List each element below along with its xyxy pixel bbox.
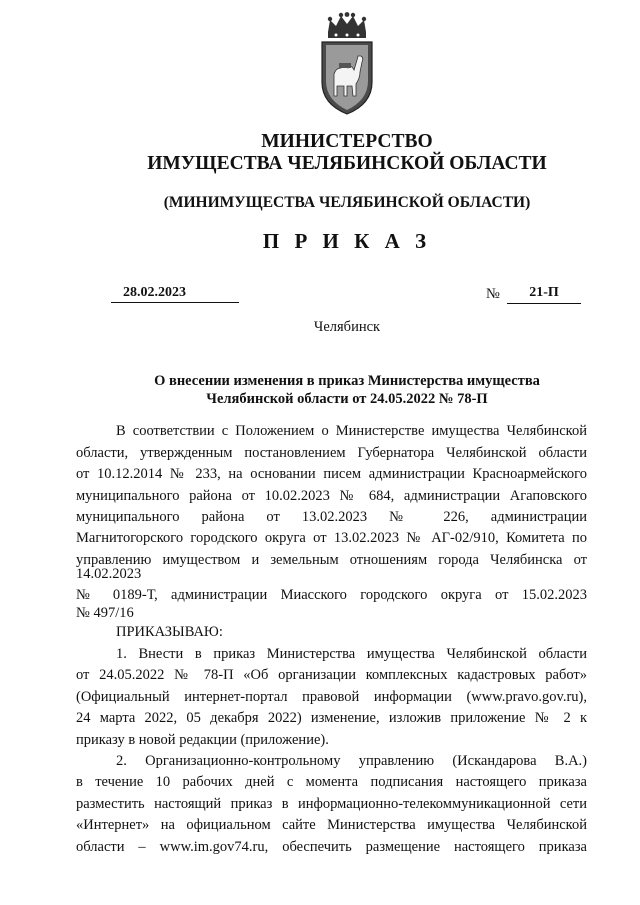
- body-line: 2. Организационно-контрольному управлению (Искандарова В.А.): [116, 753, 587, 769]
- body-line: (Официальный интернет-портал правовой информации (www.pravo.gov.ru),: [76, 689, 587, 705]
- body-line: В соответствии с Положением о Министерстве имущества Челябинской: [116, 423, 587, 439]
- coat-of-arms-emblem: [316, 12, 378, 116]
- body-line: управлению имуществом и земельным отношениям города Челябинска от: [76, 552, 587, 568]
- order-subject-line2: Челябинской области от 24.05.2022 № 78-П: [206, 391, 488, 407]
- ministry-short-name: (МИНИМУЩЕСТВА ЧЕЛЯБИНСКОЙ ОБЛАСТИ): [163, 194, 531, 211]
- body-line: от 24.05.2022 № 78-П «Об организации комплексных кадастровых работ»: [76, 667, 587, 683]
- body-line: № 0189-Т, администрации Миасского городского округа от 15.02.2023: [76, 587, 587, 603]
- ministry-title-line2: ИМУЩЕСТВА ЧЕЛЯБИНСКОЙ ОБЛАСТИ: [147, 153, 547, 174]
- body-line: разместить настоящий приказ в информационно-телекоммуникационной сети: [76, 796, 587, 812]
- order-number: 21-П: [507, 285, 581, 304]
- number-label: №: [486, 286, 500, 302]
- body-line: 24 марта 2022, 05 декабря 2022) изменение, изложив приложение № 2 к: [76, 710, 587, 726]
- body-line: приказу в новой редакции (приложение).: [76, 732, 329, 748]
- order-date: 28.02.2023: [111, 285, 239, 303]
- body-line: 14.02.2023: [76, 566, 142, 582]
- body-line: муниципального района от 13.02.2023 № 226, администрации: [76, 509, 587, 525]
- body-line: в течение 10 рабочих дней с момента подписания настоящего приказа: [76, 774, 587, 790]
- body-line: от 10.12.2014 № 233, на основании писем администрации Красноармейского: [76, 466, 587, 482]
- document-type: П Р И К А З: [262, 229, 432, 253]
- body-line: Магнитогорского городского округа от 13.02.2023 № АГ-02/910, Комитета по: [76, 530, 587, 546]
- order-subject-line1: О внесении изменения в приказ Министерства имущества: [154, 373, 540, 389]
- order-directive: ПРИКАЗЫВАЮ:: [116, 624, 223, 640]
- body-line: области – www.im.gov74.ru, обеспечить размещение настоящего приказа: [76, 839, 587, 855]
- city: Челябинск: [313, 319, 381, 335]
- body-line: области, утвержденным постановлением Губернатора Челябинской области: [76, 445, 587, 461]
- ministry-title-line1: МИНИСТЕРСТВО: [261, 131, 433, 152]
- body-line: 1. Внести в приказ Министерства имущества Челябинской области: [116, 646, 587, 662]
- body-line: муниципального района от 10.02.2023 № 684, администрации Агаповского: [76, 488, 587, 504]
- body-line: «Интернет» на официальном сайте Министерства имущества Челябинской: [76, 817, 587, 833]
- body-line: № 497/16: [76, 605, 134, 621]
- order-subject: [0, 372, 640, 408]
